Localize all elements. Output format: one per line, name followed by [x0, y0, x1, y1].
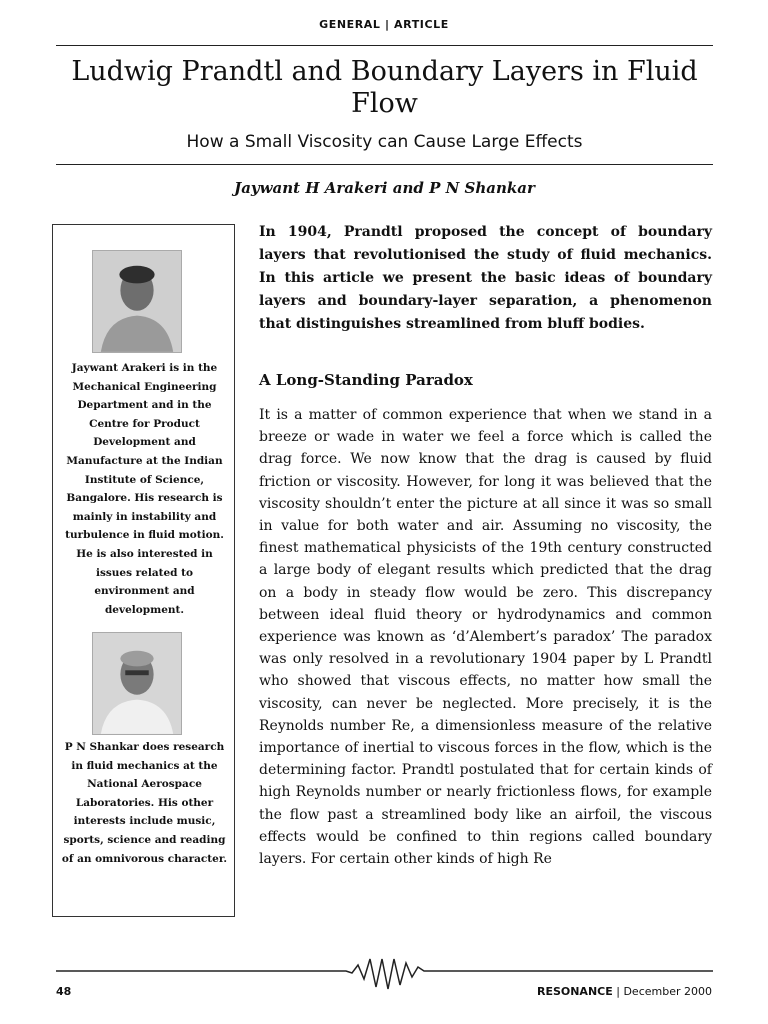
- author-sidebar: [52, 224, 235, 917]
- article-title: Ludwig Prandtl and Boundary Layers in Fluid Flow: [71, 56, 698, 119]
- author2-photo: [92, 632, 182, 735]
- journal-separator: |: [612, 985, 624, 998]
- abstract: In 1904, Prandtl proposed the concept of boundary layers that revolutionised the study of fluid mechanics. In this article we present the basic ideas of boundary layers and boundary-layer separation, a phenomenon that distinguishes streamlined from bluff bodies.: [259, 224, 712, 332]
- journal-name: RESONANCE: [536, 985, 613, 998]
- body-text: It is a matter of common experience that when we stand in a breeze or wade in water we feel a force which is called the drag force. We now know that the drag is caused by fluid friction or viscosity. However, for long it was believed that the viscosity shouldn’t enter the picture at all since it was so small in value for both water and air. Assuming no viscosity, the finest mathematical physicists of the 19th century constructed a large body of elegant results which predicted that the drag on a body in steady flow would be zero. This discrepancy between ideal fluid theory or hydrodynamics and common experience was known as ‘d’Alembert’s paradox’ The paradox was only resolved in a revolutionary 1904 paper by L Prandtl who showed that viscous effects, no matter how small the viscosity, can never be neglected. More precisely, it is the Reynolds number Re, a dimensionless measure of the relative importance of inertial to viscous forces in the flow, which is the determining factor. Prandtl postulated that for certain kinds of high Reynolds number or nearly frictionless flows, for example the flow past a streamlined body like an airfoil, the viscous effects would be confined to thin regions called boundary layers. For certain other kinds of high Re: [259, 407, 712, 868]
- section-tag: GENERAL | ARTICLE: [319, 18, 449, 31]
- journal-issue: December 2000: [623, 985, 712, 998]
- journal-info: [537, 985, 712, 998]
- page-number: 48: [56, 985, 72, 998]
- article-authors: Jaywant H Arakeri and P N Shankar: [234, 179, 535, 197]
- author1-bio: Jaywant Arakeri is in the Mechanical Engineering Department and in the Centre for Product Development and Manufacture at the Indian Institute of Science, Bangalore. His research is mainly in instability and turbulence in fluid motion. He is also interested in issues related to environment and development.: [65, 362, 224, 616]
- title-rule: [56, 164, 713, 165]
- portrait-icon: [93, 633, 181, 734]
- portrait-icon: [93, 251, 181, 352]
- author2-bio: P N Shankar does research in fluid mechanics at the National Aerospace Laboratories. His other interests include music, sports, science and reading of an omnivorous character.: [61, 741, 228, 865]
- top-rule: [56, 45, 713, 46]
- article-subtitle: How a Small Viscosity can Cause Large Effects: [186, 132, 583, 152]
- author1-photo: [92, 250, 182, 353]
- section-heading: A Long-Standing Paradox: [259, 371, 473, 389]
